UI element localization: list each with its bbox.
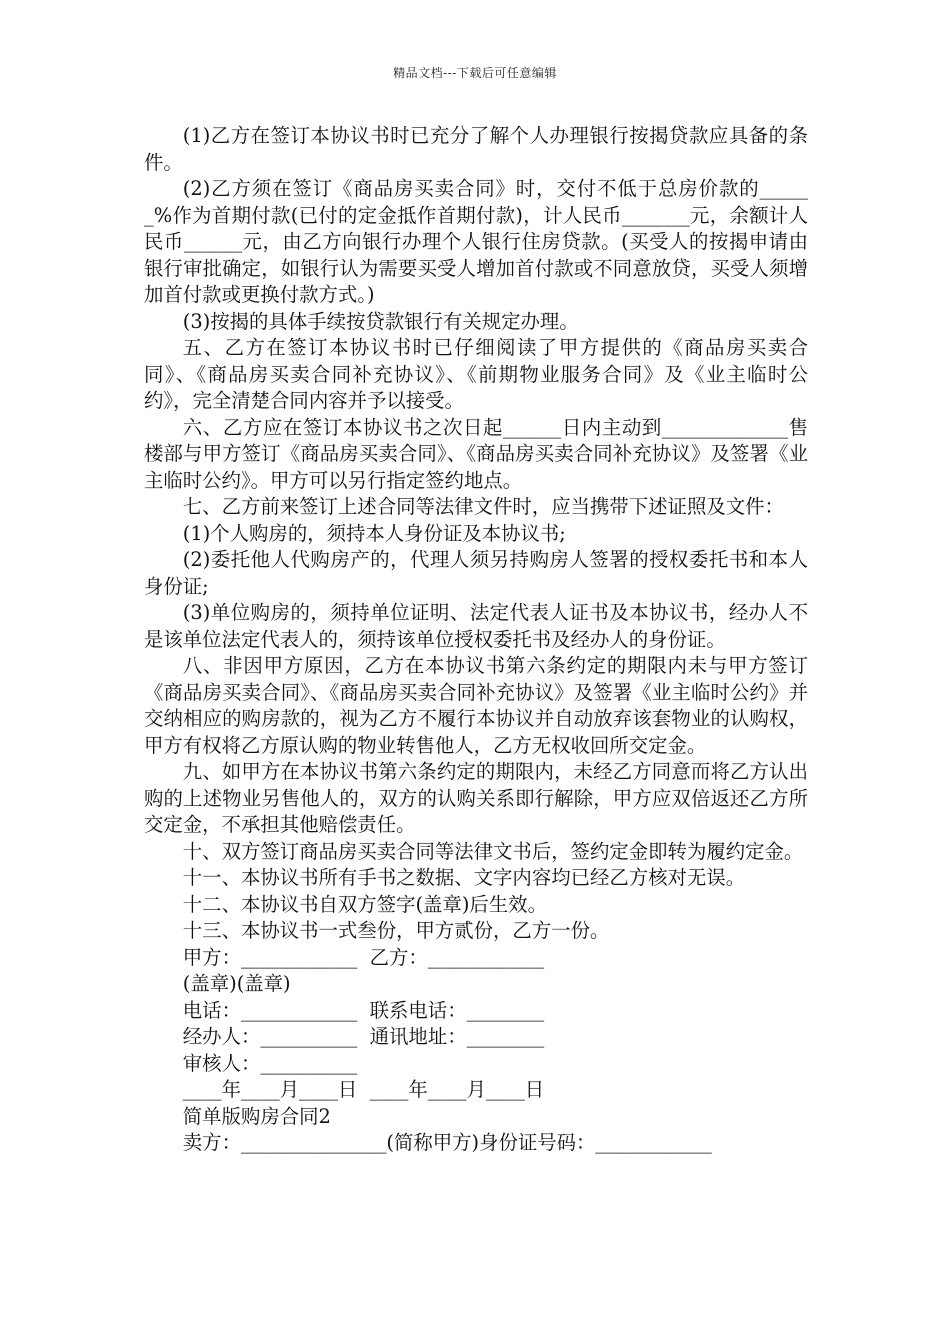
document-body: [144, 123, 808, 1157]
clause-paragraph: 八、非因甲方原因，乙方在本协议书第六条约定的期限内未与甲方签订《商品房买卖合同》、《商品房买卖合同补充协议》及签署《业主临时公约》并交纳相应的购房款的，视为乙方不履行本协议并自动放弃该套物业的认购权，甲方有权将乙方原认购的物业转售他人，乙方无权收回所交定金。: [144, 654, 808, 757]
clause-paragraph: 十二、本协议书自双方签字(盖章)后生效。: [182, 892, 547, 916]
clause-paragraph: (1)乙方在签订本协议书时已充分了解个人办理银行按揭贷款应具备的条件。: [144, 124, 808, 174]
handler-line: 经办人：__________ 通讯地址：________: [182, 1025, 545, 1048]
clause-paragraph: 九、如甲方在本协议书第六条约定的期限内，未经乙方同意而将乙方认出购的上述物业另售他人的，双方的认购关系即行解除，甲方应双倍返还乙方所交定金，不承担其他赔偿责任。: [144, 760, 808, 836]
clause-paragraph: (1)个人购房的，须持本人身份证及本协议书;: [182, 521, 566, 545]
clause-paragraph: 十一、本协议书所有手书之数据、文字内容均已经乙方核对无误。: [182, 866, 746, 889]
clause-paragraph: 十三、本协议书一式叁份，甲方贰份，乙方一份。: [182, 919, 610, 942]
section-title: 简单版购房合同2: [182, 1104, 331, 1128]
seller-line: 卖方：_______________(简称甲方)身份证号码：____________: [182, 1131, 712, 1154]
clause-paragraph: (3)按揭的具体手续按贷款银行有关规定办理。: [182, 309, 579, 333]
phone-line: 电话：____________ 联系电话：________: [182, 998, 545, 1022]
clause-paragraph: 五、乙方在签订本协议书时已仔细阅读了甲方提供的《商品房买卖合同》、《商品房买卖合同补充协议》、《前期物业服务合同》及《业主临时公约》，完全清楚合同内容并予以接受。: [144, 336, 808, 412]
clause-paragraph: 六、乙方应在签订本协议书之次日起______日内主动到_____________售楼部与甲方签订《商品房买卖合同》、《商品房买卖合同补充协议》及签署《业主临时公约》。甲方可以另行指定签约地点。: [144, 415, 808, 492]
seal-line: (盖章)(盖章): [182, 972, 291, 995]
clause-paragraph: (3)单位购房的，须持单位证明、法定代表人证书及本协议书，经办人不是该单位法定代表人的，须持该单位授权委托书及经办人的身份证。: [144, 601, 808, 651]
page-header: 精品文档---下载后可任意编辑: [393, 66, 557, 80]
clause-paragraph: 七、乙方前来签订上述合同等法律文件时，应当携带下述证照及文件：: [182, 495, 784, 518]
clause-paragraph: 十、双方签订商品房买卖合同等法律文书后，签约定金即转为履约定金。: [182, 839, 804, 863]
clause-paragraph: (2)委托他人代购房产的，代理人须另持购房人签署的授权委托书和本人身份证;: [144, 548, 808, 598]
date-line: ____年____月____日 ____年____月____日: [182, 1078, 545, 1101]
clause-paragraph: (2)乙方须在签订《商品房买卖合同》时，交付不低于总房价款的______%作为首期付款(已付的定金抵作首期付款)，计人民币_______元，余额计人民币______元，由乙方向银行办理个人银行住房贷款。(买受人的按揭申请由银行审批确定，如银行认为需要买受人增加首付款或不同意放贷，买受人须增加首付款或更换付款方式。): [144, 177, 808, 306]
signature-party-line: 甲方：____________ 乙方：____________: [182, 945, 545, 969]
reviewer-line: 审核人：__________: [182, 1051, 358, 1075]
